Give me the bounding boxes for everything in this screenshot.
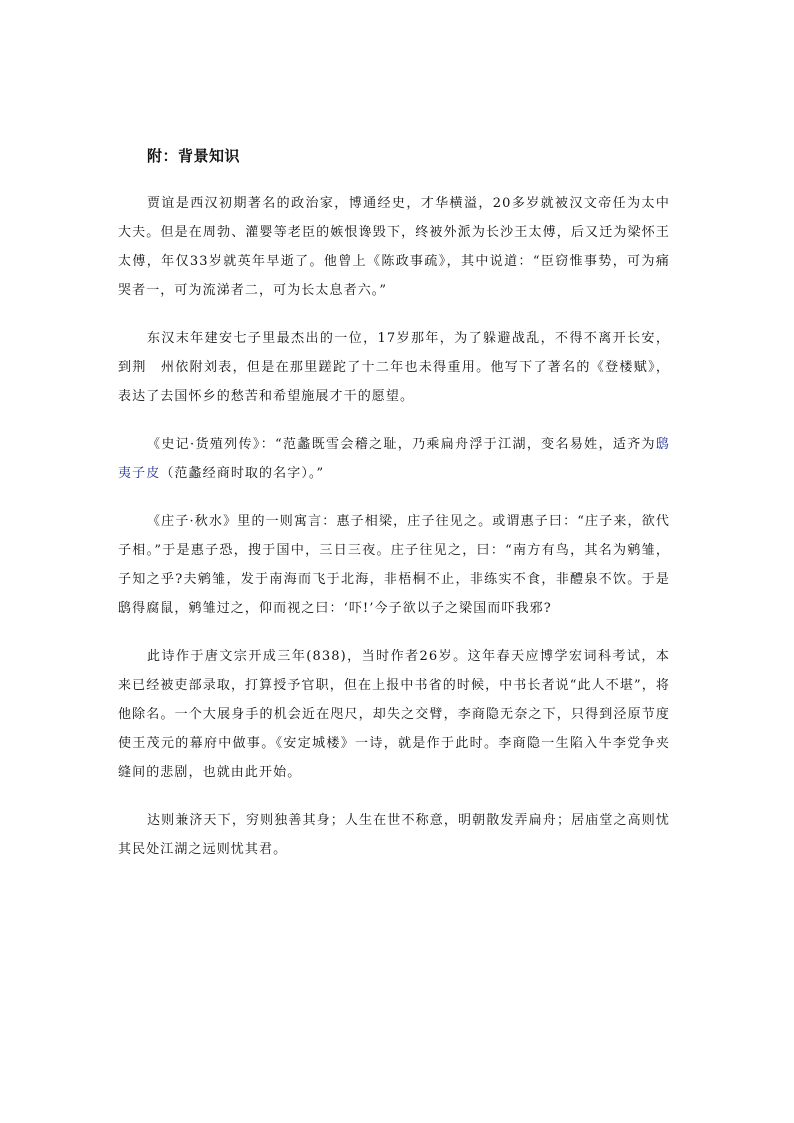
paragraph-jia-yi: 贾谊是西汉初期著名的政治家，博通经史，才华横溢，20多岁就被汉文帝任为太中大夫。但是在周勃、灌婴等老臣的嫉恨谗毁下，终被外派为长沙王太傅，后又迁为梁怀王太傅，年仅33岁就英年早逝了。他曾上《陈政事疏》，其中说道：“臣窃惟事势，可为痛哭者一，可为流涕者二，可为长太息者六。” (118, 196, 670, 298)
shiji-quote-text-before: 《史记·货殖列传》：“范蠡既雪会稽之耻，乃乘扁舟浮于江湖，变名易姓，适齐为 (147, 437, 656, 452)
section-heading: 附：背景知识 (147, 147, 241, 165)
paragraph-shiji-quote (118, 430, 670, 488)
paragraph-quotations: 达则兼济天下，穷则独善其身；人生在世不称意，明朝散发弄扁舟；居庙堂之高则忧其民处江湖之远则忧其君。 (118, 813, 670, 857)
shiji-quote-text-after: （范蠡经商时取的名字）。” (160, 466, 325, 481)
paragraph-zhuangzi-fable: 《庄子·秋水》里的一则寓言：惠子相梁，庄子往见之。或谓惠子曰：“庄子来，欲代子相。”于是惠子恐，搜于国中，三日三夜。庄子往见之，曰：“南方有鸟，其名为鹓雏，子知之乎?夫鹓雏，发于南海而飞于北海，非梧桐不止，非练实不食，非醴泉不饮。于是鸱得腐鼠，鹓雏过之，仰而视之曰：‘吓!’今子欲以子之梁国而吓我邪? (118, 514, 670, 616)
chiyi-zipi-link[interactable]: 鸱夷子皮 (118, 437, 670, 481)
paragraph-wang-can: 东汉末年建安七子里最杰出的一位，17岁那年，为了躲避战乱，不得不离开长安，到荆 州依附刘表，但是在那里蹉跎了十二年也未得重用。他写下了著名的《登楼赋》，表达了去国怀乡的愁苦和希望施展才干的愿望。 (118, 331, 670, 404)
document-body (118, 143, 670, 883)
paragraph-poem-background: 此诗作于唐文宗开成三年(838)，当时作者26岁。这年春天应博学宏词科考试，本来已经被吏部录取，打算授予官职，但在上报中书省的时候，中书长者说“此人不堪”，将他除名。一个大展身手的机会近在咫尺，却失之交臂，李商隐无奈之下，只得到泾原节度使王茂元的幕府中做事。《安定城楼》一诗，就是作于此时。李商隐一生陷入牛李党争夹缝间的悲剧，也就由此开始。 (118, 649, 670, 780)
